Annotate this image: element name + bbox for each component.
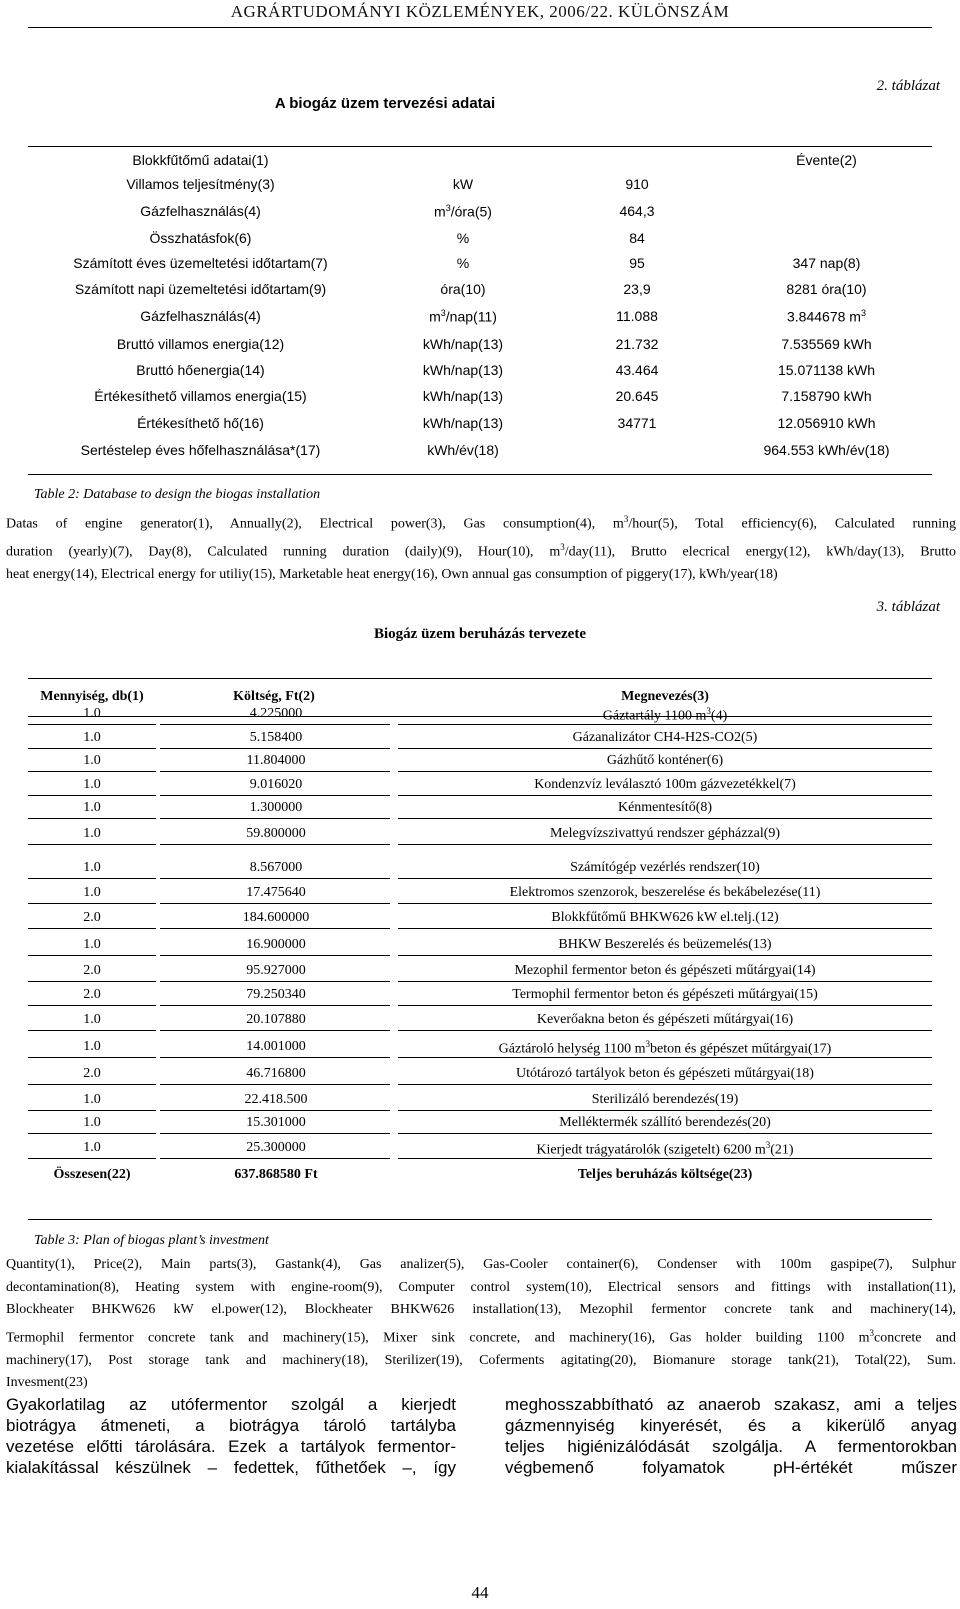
table3-quantity: 1.0 (83, 826, 101, 841)
table3-row (28, 1009, 932, 1032)
table2-number: 2. táblázat (876, 78, 940, 94)
cell-rule (398, 1057, 932, 1058)
running-header (0, 0, 960, 32)
cell-rule (398, 1030, 932, 1031)
table3-cost: 1.300000 (249, 800, 303, 815)
cell-rule (398, 724, 932, 725)
table3-quantity: 1.0 (83, 1012, 101, 1027)
cell-rule (28, 818, 156, 819)
table2-row (28, 303, 932, 330)
table3-cost: 79.250340 (246, 987, 306, 1002)
legend-line: decontamination(8), Heating system with engine-room(9), Computer control system(10), Electrical sensors and fittings with installation(11), (6, 1279, 956, 1295)
body-line: vezetése előtti tárolására. Ezek a tartályok fermentor- (6, 1437, 456, 1456)
table2-annual: 964.553 kWh/év(18) (763, 442, 890, 458)
table2-annual: 3.844678 $m^3$ (787, 308, 866, 325)
cell-rule (398, 771, 932, 772)
body-line: gázmennyiség kinyerését, és a kikerülő anyag (505, 1416, 957, 1435)
cell-rule (398, 928, 932, 929)
table3-row (28, 1137, 932, 1160)
table2-annual: 15.071138 kWh (777, 362, 876, 378)
table2-unit: % (456, 230, 470, 246)
header-rule (28, 27, 932, 28)
table2-unit: kWh/nap(13) (422, 336, 504, 352)
table3-quantity: 1.0 (83, 1092, 101, 1107)
table2-annual: 8281 óra(10) (786, 281, 867, 297)
table3-row (28, 727, 932, 750)
body-line: teljes higiénizálódását szolgálja. A fermentorokban (505, 1437, 957, 1456)
table3-en-legend (6, 1254, 956, 1395)
table3-row (28, 703, 932, 726)
cell-rule (28, 1158, 156, 1159)
table3-row (28, 1063, 932, 1086)
table3-quantity: 1.0 (83, 706, 101, 721)
table3-name: Keverőakna beton és gépészeti műtárgyai(16) (536, 1012, 794, 1027)
table2-unit: $m^3/nap(11)$ (429, 308, 497, 325)
table2-row (28, 147, 932, 174)
cell-rule (28, 1110, 156, 1111)
table3-cost: 637.868580 Ft (234, 1167, 318, 1182)
table2-annual: 12.056910 kWh (777, 415, 876, 431)
cell-rule (28, 1005, 156, 1006)
cell-rule (28, 844, 156, 845)
cell-rule (160, 1005, 390, 1006)
table2-unit: óra(10) (440, 281, 486, 297)
table2-row (28, 383, 932, 410)
cell-rule (28, 795, 156, 796)
table3-row (28, 823, 932, 846)
table2-en-caption: Table 2: Database to design the biogas installation (34, 487, 321, 502)
table3-cost: 8.567000 (249, 860, 303, 875)
table3-cost: 46.716800 (246, 1066, 306, 1081)
table3-cost: 59.800000 (246, 826, 306, 841)
cell-rule (28, 928, 156, 929)
cell-rule (160, 748, 390, 749)
table3-row (28, 984, 932, 1007)
table2-title: A biogáz üzem tervezési adatai (274, 95, 496, 112)
table2-row (28, 437, 932, 464)
table2-label: Gázfelhasználás(4) (140, 203, 261, 219)
table3-cost: 25.300000 (246, 1140, 306, 1155)
table2-annual: Évente(2) (796, 152, 857, 168)
table2-en-legend (6, 508, 956, 587)
cell-rule (160, 795, 390, 796)
table3-cost: 9.016020 (249, 777, 303, 792)
cell-rule (398, 981, 932, 982)
body-column-left (6, 1394, 456, 1478)
table3-quantity: 1.0 (83, 885, 101, 900)
table2-value: 11.088 (616, 308, 658, 324)
legend-line: machinery(17), Post storage tank and machinery(18), Sterilizer(19), Coferments agitating(20), Biomanure storage tank(21), Total(22), Sum. (6, 1352, 956, 1368)
table3-row (28, 1112, 932, 1135)
cell-rule (398, 878, 932, 879)
table2-row (28, 410, 932, 437)
table3-quantity: 1.0 (83, 1115, 101, 1130)
table3-quantity: 1.0 (83, 1140, 101, 1155)
table3-quantity: 1.0 (83, 777, 101, 792)
table3-name: Elektromos szenzorok, beszerelése és bekábelezése(11) (509, 885, 821, 900)
cell-rule (398, 1084, 932, 1085)
table3-row (28, 882, 932, 905)
table3-quantity: 1.0 (83, 753, 101, 768)
table2-unit: kWh/nap(13) (422, 415, 504, 431)
cell-rule (398, 795, 932, 796)
cell-rule (160, 1110, 390, 1111)
cell-rule (160, 1133, 390, 1134)
table3-cost: 11.804000 (246, 753, 306, 768)
table3-cost: 20.107880 (246, 1012, 306, 1027)
table3-row (28, 797, 932, 820)
cell-rule (160, 771, 390, 772)
table2-unit: $m^3/óra(5)$ (434, 203, 492, 220)
cell-rule (28, 1084, 156, 1085)
table2-label: Számított éves üzemeltetési időtartam(7) (73, 255, 328, 271)
table3-name: Melegvízszivattyú rendszer gépházzal(9) (549, 826, 781, 841)
table3-name: Számítógép vezérlés rendszer(10) (570, 860, 760, 875)
cell-rule (398, 748, 932, 749)
table2-label: Sertéstelep éves hőfelhasználása*(17) (80, 442, 321, 458)
cell-rule (160, 1030, 390, 1031)
legend-line: Blockheater BHKW626 kW el.power(12), Blockheater BHKW626 installation(13), Mezophil fermentor concrete tank and machinery(14), (6, 1302, 956, 1317)
table3-cost: 22.418.500 (244, 1092, 308, 1107)
table3-en-caption: Table 3: Plan of biogas plant’s investment (34, 1233, 269, 1248)
cell-rule (398, 844, 932, 845)
table2-label: Összhatásfok(6) (149, 230, 252, 246)
table2-label: Bruttó hőenergia(14) (136, 362, 265, 378)
table2-row (28, 225, 932, 252)
table2-label: Értékesíthető hő(16) (137, 415, 264, 431)
body-line: kialakítással készülnek – fedettek, fűthetőek –, így (6, 1458, 456, 1477)
cell-rule (28, 1030, 156, 1031)
page-number: 44 (471, 1583, 489, 1602)
body-line: biotrágya átmeneti, a biotrágya tároló tartályba (6, 1416, 456, 1435)
table3-row (28, 1089, 932, 1112)
cell-rule (398, 1133, 932, 1134)
table3-row (28, 960, 932, 983)
table2-value: 34771 (617, 415, 657, 431)
cell-rule (28, 771, 156, 772)
cell-rule (160, 878, 390, 879)
cell-rule (28, 724, 156, 725)
table2-label: Blokkfűtőmű adatai(1) (132, 152, 269, 168)
table3-quantity: 1.0 (83, 860, 101, 875)
header-name: Megnevezés(3) (621, 689, 709, 704)
table3-name: Teljes beruházás költsége(23) (577, 1167, 753, 1182)
table2-row (28, 198, 932, 225)
table2-unit: kWh/nap(13) (422, 362, 504, 378)
cell-rule (160, 844, 390, 845)
table2-label: Számított napi üzemeltetési időtartam(9) (74, 281, 327, 297)
table2-unit: kW (452, 176, 474, 192)
table3-cost: 17.475640 (246, 885, 306, 900)
table3-quantity: 1.0 (83, 937, 101, 952)
table2-value: 84 (629, 230, 645, 246)
cell-rule (160, 724, 390, 725)
cell-rule (398, 1158, 932, 1159)
table3-quantity: 2.0 (83, 963, 101, 978)
table3-row (28, 907, 932, 930)
cell-rule (160, 928, 390, 929)
table3-name: Gázhűtő konténer(6) (606, 753, 724, 768)
table3 (28, 678, 932, 1220)
table2-value: 21.732 (615, 336, 659, 352)
cell-rule (28, 1133, 156, 1134)
table2-value: 23,9 (623, 281, 651, 297)
table3-quantity: 1.0 (83, 800, 101, 815)
table2-unit: % (456, 255, 470, 271)
table2-value: 910 (625, 176, 649, 192)
legend-line: duration (yearly)(7), Day(8), Calculated running duration (daily)(9), Hour(10), $m^3/day(11)$, Brutto elecrical energy(12), kWh/day(13), Brutto (6, 542, 956, 560)
table3-name: Blokkfűtőmű BHKW626 kW el.telj.(12) (551, 910, 779, 925)
legend-line: Termophil fermentor concrete tank and machinery(15), Mixer sink concrete, and machinery(16), Gas holder building 1100 $m^3concrete$ and (6, 1327, 956, 1346)
table3-quantity: 2.0 (83, 910, 101, 925)
table2-label: Villamos teljesítmény(3) (126, 176, 275, 192)
body-line: végbemenő folyamatok pH-értékét műszer (505, 1458, 957, 1477)
table3-cost: 15.301000 (246, 1115, 306, 1130)
table2-label: Gázfelhasználás(4) (140, 308, 261, 324)
table2-row (28, 357, 932, 384)
table3-name: Utótározó tartályok beton és gépészeti műtárgyai(18) (516, 1066, 814, 1081)
table2-label: Értékesíthető villamos energia(15) (94, 388, 307, 404)
table2-row (28, 171, 932, 198)
table3-name: Kierjedt trágyatárolók (szigetelt) 6200 $m^3(21)$ (536, 1140, 794, 1158)
table3-quantity: 1.0 (83, 730, 101, 745)
table2-annual: 7.535569 kWh (781, 336, 872, 352)
cell-rule (398, 1110, 932, 1111)
table3-cost: 5.158400 (249, 730, 303, 745)
table3-row (28, 1036, 932, 1059)
cell-rule (160, 1057, 390, 1058)
cell-rule (160, 981, 390, 982)
journal-title: AGRÁRTUDOMÁNYI KÖZLEMÉNYEK, 2006/22. KÜLÖNSZÁM (230, 2, 730, 21)
cell-rule (398, 818, 932, 819)
table3-cost: 184.600000 (242, 910, 310, 925)
table3-cost: 14.001000 (246, 1039, 306, 1054)
table3-cost: 16.900000 (246, 937, 306, 952)
table3-name: Mezophil fermentor beton és gépészeti műtárgyai(14) (514, 963, 816, 978)
body-line: Gyakorlatilag az utófermentor szolgál a kierjedt (6, 1395, 456, 1414)
body-line: meghosszabbítható az anaerob szakasz, ami a teljes (505, 1395, 957, 1414)
cell-rule (160, 1084, 390, 1085)
cell-rule (398, 955, 932, 956)
cell-rule (28, 903, 156, 904)
table2-annual: 7.158790 kWh (781, 388, 872, 404)
table3-name: Sterilizáló berendezés(19) (591, 1092, 739, 1107)
table2-row (28, 276, 932, 303)
table3-title: Biogáz üzem beruházás tervezete (373, 626, 586, 642)
cell-rule (398, 1005, 932, 1006)
table2 (28, 146, 932, 475)
table3-cost: 95.927000 (246, 963, 306, 978)
legend-line: Datas of engine generator(1), Annually(2), Electrical power(3), Gas consumption(4), $m^3/hour(5)$, Total efficiency(6), Calculated running (6, 514, 956, 532)
cell-rule (28, 748, 156, 749)
cell-rule (160, 903, 390, 904)
table3-row (28, 750, 932, 773)
header-cost: Költség, Ft(2) (233, 689, 315, 704)
table3-row (28, 774, 932, 797)
table3-name: Gázanalizátor CH4-H2S-CO2(5) (572, 730, 758, 745)
cell-rule (398, 903, 932, 904)
table3-quantity: 2.0 (83, 1066, 101, 1081)
table2-value: 464,3 (619, 203, 655, 219)
table2-label: Bruttó villamos energia(12) (116, 336, 285, 352)
table3-quantity: 1.0 (83, 1039, 101, 1054)
table2-value: 43.464 (615, 362, 659, 378)
table3-total-row (28, 1164, 932, 1187)
table2-row (28, 250, 932, 277)
table3-quantity: Összesen(22) (53, 1167, 131, 1182)
table3-name: Kénmentesítő(8) (617, 800, 713, 815)
table2-annual: 347 nap(8) (792, 255, 861, 271)
legend-line: Invesment(23) (6, 1375, 88, 1391)
cell-rule (160, 818, 390, 819)
cell-rule (160, 1158, 390, 1159)
table3-name: Kondenzvíz leválasztó 100m gázvezetékkel(7) (534, 777, 796, 792)
table3-name: Gáztartály 1100 $m^3(4)$ (602, 706, 728, 724)
legend-line: Quantity(1), Price(2), Main parts(3), Gastank(4), Gas analizer(5), Gas-Cooler container(6), Condenser with 100m gaspipe(7), Sulphur (6, 1257, 956, 1272)
table2-row (28, 331, 932, 358)
table3-name: BHKW Beszerelés és beüzemelés(13) (558, 937, 772, 952)
table3-row (28, 934, 932, 957)
table3-quantity: 2.0 (83, 987, 101, 1002)
table3-row (28, 857, 932, 880)
cell-rule (28, 981, 156, 982)
table3-number: 3. táblázat (876, 599, 940, 615)
table3-name: Termophil fermentor beton és gépészeti műtárgyai(15) (512, 987, 818, 1002)
table3-name: Gáztároló helység 1100 $m^3beton$ és gépészet műtárgyai(17) (498, 1039, 832, 1057)
table2-unit: kWh/nap(13) (422, 388, 504, 404)
table3-cost: 4.225000 (249, 706, 303, 721)
cell-rule (28, 878, 156, 879)
table2-value: 20.645 (615, 388, 659, 404)
cell-rule (28, 955, 156, 956)
legend-line: heat energy(14), Electrical energy for utiliy(15), Marketable heat energy(16), Own annual gas consumption of piggery(17), kWh/year(18) (6, 567, 778, 583)
body-column-right (505, 1394, 957, 1478)
cell-rule (160, 955, 390, 956)
table2-unit: kWh/év(18) (427, 442, 499, 458)
header-quantity: Mennyiség, db(1) (40, 689, 144, 704)
cell-rule (28, 1057, 156, 1058)
table2-value: 95 (629, 255, 645, 271)
table3-name: Melléktermék szállító berendezés(20) (559, 1115, 771, 1130)
